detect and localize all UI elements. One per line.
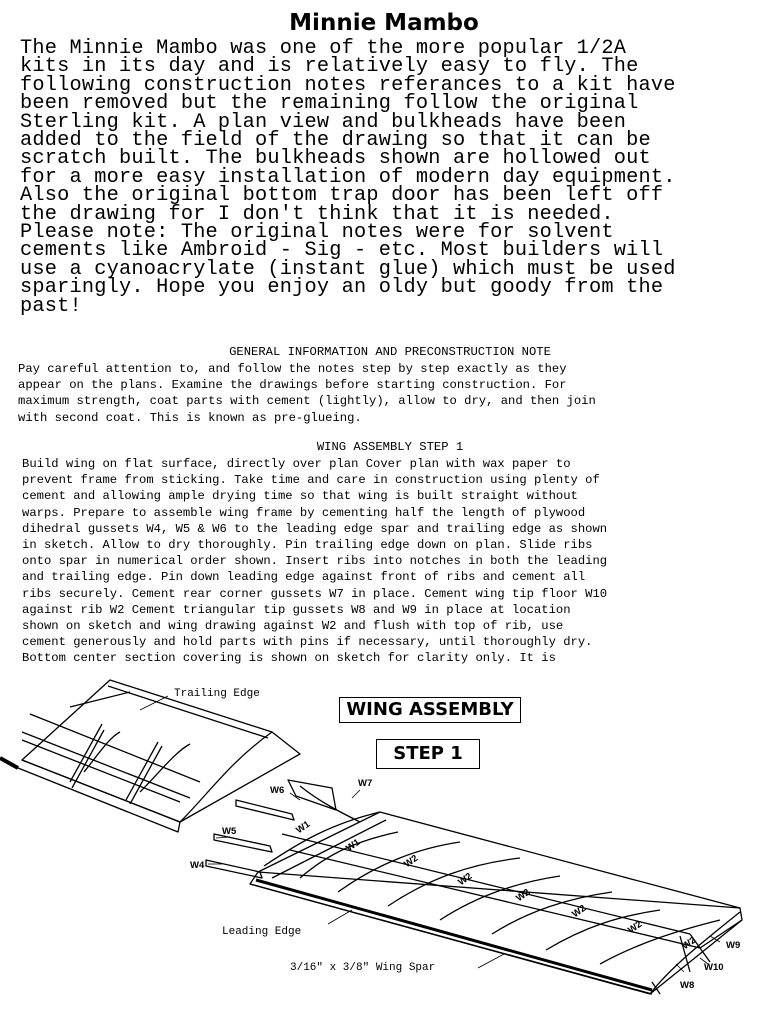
wing-assembly-box: WING ASSEMBLY: [339, 697, 521, 723]
trailing-edge-label: Trailing Edge: [174, 688, 260, 700]
part-w5-label: W5: [222, 826, 237, 837]
left-wing-panel: [0, 680, 300, 832]
document-title: Minnie Mambo: [289, 10, 479, 36]
step-box: STEP 1: [376, 739, 480, 769]
rib-w2-label: W2: [456, 870, 475, 889]
part-w9-label: W9: [726, 940, 741, 951]
part-w6-label: W6: [270, 785, 285, 796]
part-w4-label: W4: [190, 860, 205, 871]
wing-step1-heading: WING ASSEMBLY STEP 1: [316, 440, 464, 454]
general-info-text: Pay careful attention to, and follow the notes step by step exactly as they appear on the plans. Examine the drawings before starting construction. For maximum strength, coat parts with cement (lightly), allow to dry, and then join with second coat. This is known as pre-glueing.: [18, 362, 596, 425]
rib-w2-label: W2: [680, 934, 699, 953]
part-w10-label: W10: [704, 962, 724, 973]
rib-w1-label: W1: [344, 836, 363, 855]
rib-w2-label: W2: [626, 918, 645, 937]
part-w8-label: W8: [680, 980, 695, 991]
part-w7-label: W7: [358, 778, 373, 789]
rib-w2-label: W2: [570, 902, 589, 921]
wing-step1-text: Build wing on flat surface, directly over plan Cover plan with wax paper to prevent frame from sticking. Take time and care in construction using plenty of cement and allowing ample drying time so that wing is built straight without warps. Prepare to assemble wing frame by cementing half the length of plywood dihedral gussets W4, W5 & W6 to the leading edge spar and trailing edge as shown in sketch. Allow to dry thoroughly. Pin trailing edge down on plan. Slide ribs onto spar in numerical order shown. Insert ribs into notches in both the leading and trailing edge. Pin down leading edge against front of ribs and cement all ribs securely. Cement rear corner gussets W7 in place. Cement wing tip floor W10 against rib W2 Cement triangular tip gussets W8 and W9 in place at location shown on sketch and wing drawing against W2 and flush with top of rib, use cement generously and hold parts with pins if necessary, until thoroughly dry. Bottom center section covering is shown on sketch for clarity only. It is: [22, 457, 608, 666]
general-info-heading: GENERAL INFORMATION AND PRECONSTRUCTION NOTE: [229, 345, 551, 359]
rib-w2-label: W2: [402, 852, 421, 871]
rib-w1-label: W1: [294, 818, 313, 837]
leading-edge-label: Leading Edge: [222, 926, 302, 938]
rib-w2-label: W2: [514, 886, 533, 905]
wing-spar-label: 3/16" x 3/8" Wing Spar: [290, 962, 436, 974]
intro-paragraph: The Minnie Mambo was one of the more popular 1/2A kits in its day and is relatively easy to fly. The following construction notes referances to a kit have been removed but the remaining follow the original Sterling kit. A plan view and bulkheads have been added to the field of the drawing so that it can be scratch built. The bulkheads shown are hollowed out for a more easy installation of modern day equipment. Also the original bottom trap door has been left off the drawing for I don't think that it is needed. Please note: The original notes were for solvent cements like Ambroid - Sig - etc. Most builders will use a cyanoacrylate (instant glue) which must be used sparingly. Hope you enjoy an oldy but goody from the past!: [20, 37, 676, 318]
